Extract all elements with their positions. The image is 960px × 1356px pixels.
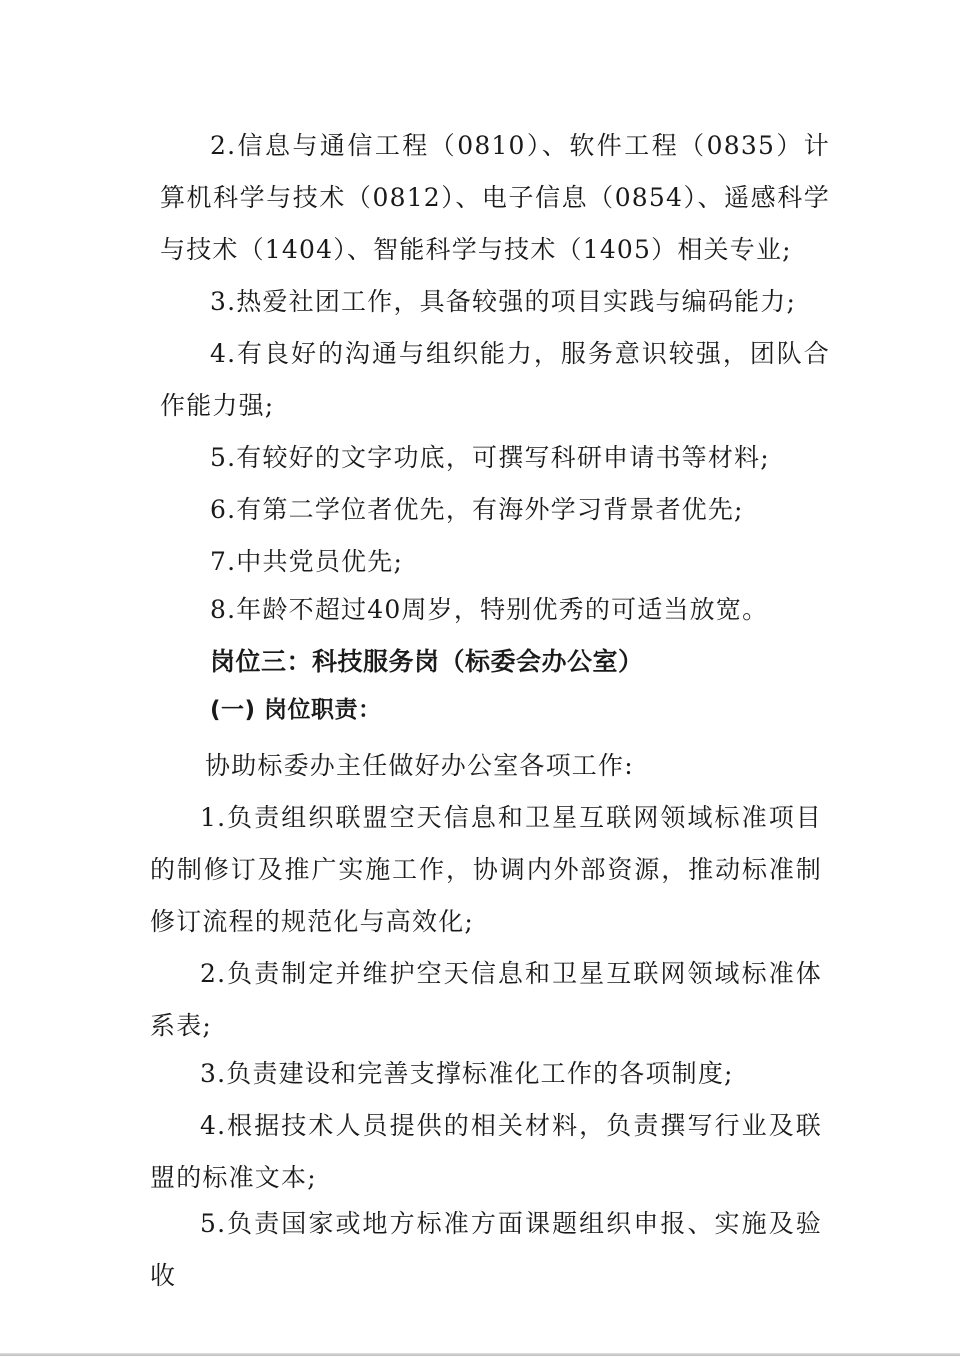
- duties-intro: 协助标委办主任做好办公室各项工作:: [205, 751, 634, 780]
- duty-5-projects: 5.负责国家或地方标准方面课题组织申报、实施及验收: [150, 1209, 822, 1290]
- requirement-7-party: 7.中共党员优先;: [210, 547, 404, 576]
- requirement-5-writing: 5.有较好的文字功底，可撰写科研申请书等材料;: [210, 443, 770, 472]
- requirement-6-degree: 6.有第二学位者优先，有海外学习背景者优先;: [210, 495, 744, 524]
- duty-3-regulations: 3.负责建设和完善支撑标准化工作的各项制度;: [200, 1059, 734, 1088]
- requirement-3-practice: 3.热爱社团工作，具备较强的项目实践与编码能力;: [210, 287, 797, 316]
- duty-4-drafting: 4.根据技术人员提供的相关材料，负责撰写行业及联盟的标准文本;: [150, 1111, 822, 1192]
- requirement-8-age: 8.年龄不超过40周岁，特别优秀的可适当放宽。: [210, 595, 769, 624]
- requirement-2-majors: 2.信息与通信工程（0810）、软件工程（0835）计算机科学与技术（0812）、电子信息（0854）、遥感科学与技术（1404）、智能科学与技术（1405）相关专业;: [160, 131, 830, 264]
- subsection-heading-duties: (一) 岗位职责：: [210, 697, 382, 723]
- duty-1-standards: 1.负责组织联盟空天信息和卫星互联网领域标准项目的制修订及推广实施工作，协调内外部资源，推动标准制修订流程的规范化与高效化;: [150, 803, 822, 936]
- requirement-4-communication: 4.有良好的沟通与组织能力，服务意识较强，团队合作能力强;: [160, 339, 830, 420]
- section-heading-position-3: 岗位三：科技服务岗（标委会办公室）: [210, 647, 644, 676]
- duty-2-system-table: 2.负责制定并维护空天信息和卫星互联网领域标准体系表;: [150, 959, 822, 1040]
